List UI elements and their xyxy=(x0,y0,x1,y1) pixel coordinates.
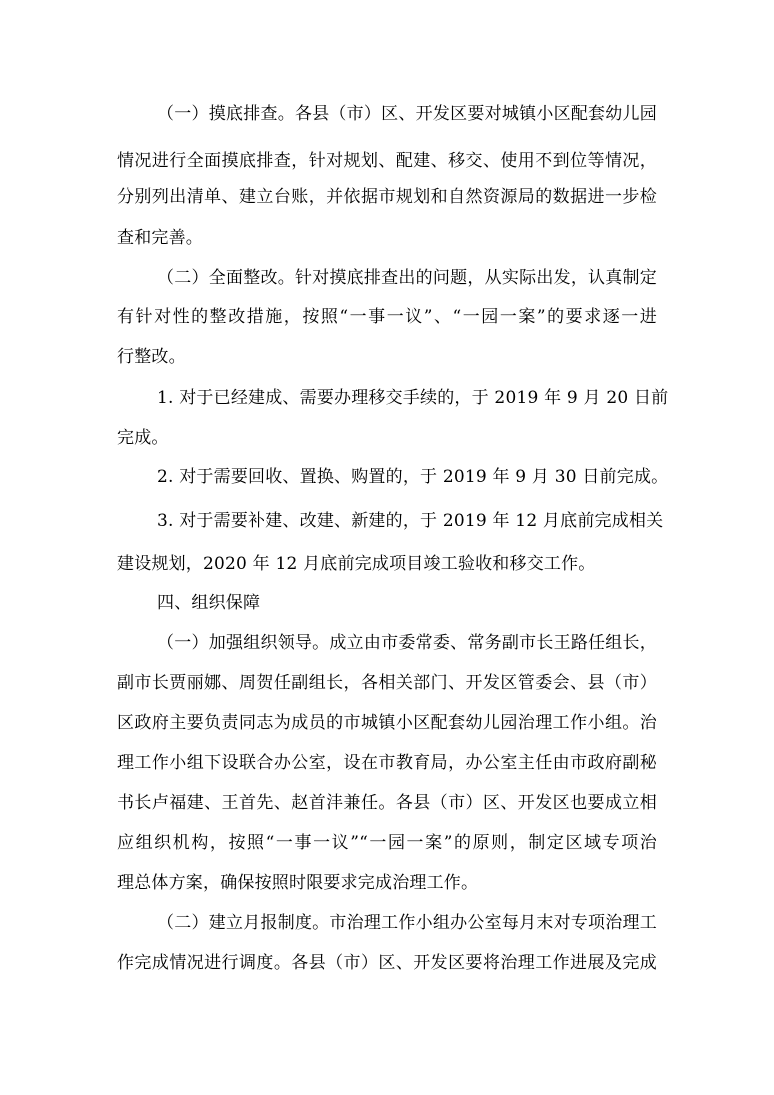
text-line: （二）全面整改。针对摸底排查出的问题，从实际出发，认真制定 xyxy=(157,268,657,288)
text-line: 建设规划，2020 年 12 月底前完成项目竣工验收和移交工作。 xyxy=(117,554,596,574)
text-line: 分别列出清单、建立台账，并依据市规划和自然资源局的数据进一步检 xyxy=(117,187,657,207)
text-line: 行整改。 xyxy=(117,347,186,367)
text-line: 查和完善。 xyxy=(117,228,203,248)
text-line: 有针对性的整改措施，按照“一事一议”、“一园一案”的要求逐一进 xyxy=(117,307,657,327)
text-line: 书长卢福建、王首先、赵首沣兼任。各县（市）区、开发区也要成立相 xyxy=(117,793,657,813)
text-line: 2. 对于需要回收、置换、购置的，于 2019 年 9 月 30 日前完成。 xyxy=(157,467,669,487)
text-line: 应组织机构，按照“一事一议”“一园一案”的原则，制定区域专项治 xyxy=(117,833,657,853)
text-line: （一）加强组织领导。成立由市委常委、常务副市长王路任组长， xyxy=(157,633,657,653)
text-line: 副市长贾丽娜、周贺任副组长，各相关部门、开发区管委会、县（市） xyxy=(117,673,657,693)
text-line: （二）建立月报制度。市治理工作小组办公室每月末对专项治理工 xyxy=(157,913,657,933)
text-line: 3. 对于需要补建、改建、新建的，于 2019 年 12 月底前完成相关 xyxy=(157,511,664,531)
text-line: 完成。 xyxy=(117,428,169,448)
text-line: （一）摸底排查。各县（市）区、开发区要对城镇小区配套幼儿园 xyxy=(157,104,657,124)
section-heading: 四、组织保障 xyxy=(157,593,261,613)
text-line: 1. 对于已经建成、需要办理移交手续的，于 2019 年 9 月 20 日前 xyxy=(157,388,669,408)
text-line: 作完成情况进行调度。各县（市）区、开发区要将治理工作进展及完成 xyxy=(117,953,657,973)
text-line: 情况进行全面摸底排查，针对规划、配建、移交、使用不到位等情况， xyxy=(117,151,657,171)
text-line: 区政府主要负责同志为成员的市城镇小区配套幼儿园治理工作小组。治 xyxy=(117,713,657,733)
text-line: 理总体方案，确保按照时限要求完成治理工作。 xyxy=(117,873,479,893)
text-line: 理工作小组下设联合办公室，设在市教育局，办公室主任由市政府副秘 xyxy=(117,753,657,773)
